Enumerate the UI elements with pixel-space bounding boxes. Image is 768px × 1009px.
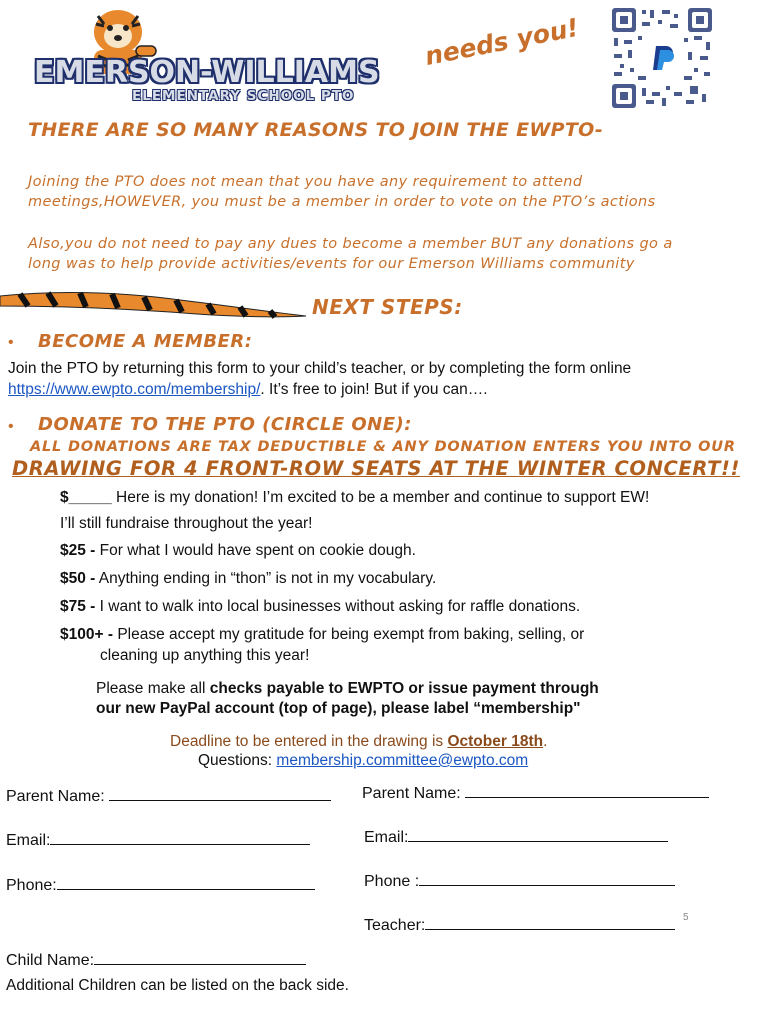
donation-option-75[interactable] <box>60 598 580 616</box>
donation-amount: $50 - <box>60 570 96 587</box>
email-2-field[interactable] <box>364 825 668 847</box>
intro-paragraph-2-line-1: Also,you do not need to pay any dues to become a member BUT any donations go a <box>28 236 673 252</box>
membership-text-line-1: Join the PTO by returning this form to your child’s teacher, or by completing the form online <box>8 360 632 377</box>
child-name-label: Child Name: <box>6 952 95 969</box>
paypal-qr-code-icon[interactable] <box>610 6 714 110</box>
next-steps-title: NEXT STEPS: <box>312 295 463 319</box>
donation-amount: $100+ - <box>60 626 114 643</box>
phone-1-label: Phone: <box>6 877 57 894</box>
questions-label: Questions: <box>198 752 277 769</box>
tiger-stripe-divider-icon <box>0 286 310 326</box>
donation-option-100[interactable] <box>60 626 584 644</box>
parent-name-2-input[interactable] <box>465 781 709 798</box>
donation-option-50[interactable] <box>60 570 436 588</box>
parent-name-1-label: Parent Name: <box>6 788 105 805</box>
deadline-suffix: . <box>543 733 548 750</box>
donation-amount: $75 - <box>60 598 96 615</box>
phone-2-label: Phone : <box>364 873 420 890</box>
drawing-note: DRAWING FOR 4 FRONT-ROW SEATS AT THE WINTER CONCERT!! <box>12 457 740 480</box>
email-2-input[interactable] <box>408 825 668 842</box>
email-1-field[interactable] <box>6 828 310 850</box>
payment-prefix: Please make all <box>96 680 210 697</box>
teacher-label: Teacher: <box>364 917 426 934</box>
donation-amount: $25 - <box>60 542 96 559</box>
tax-deductible-note: ALL DONATIONS ARE TAX DEDUCTIBLE & ANY DONATION ENTERS YOU INTO OUR <box>30 439 736 455</box>
child-name-input[interactable] <box>94 948 306 965</box>
step-become-member-title: BECOME A MEMBER: <box>38 331 253 352</box>
donation-text: Please accept my gratitude for being exempt from baking, selling, or <box>113 626 585 643</box>
phone-2-input[interactable] <box>419 869 675 886</box>
bullet-1: • <box>8 334 14 351</box>
parent-name-2-field[interactable] <box>362 781 709 803</box>
intro-paragraph-2-line-2: long was to help provide activities/events for our Emerson Williams community <box>28 256 635 272</box>
deadline-date: October 18th <box>447 733 544 750</box>
intro-paragraph-1-line-1: Joining the PTO does not mean that you have any requirement to attend <box>28 174 583 190</box>
questions-email-link[interactable]: membership.committee@ewpto.com <box>276 752 529 769</box>
phone-1-input[interactable] <box>57 873 315 890</box>
child-name-field[interactable] <box>6 948 306 970</box>
phone-1-field[interactable] <box>6 873 315 895</box>
parent-name-1-field[interactable] <box>6 784 331 806</box>
payment-bold-line-2: our new PayPal account (top of page), please label “membership" <box>96 700 581 717</box>
bullet-2: • <box>8 418 14 435</box>
teacher-field[interactable] <box>364 913 675 935</box>
parent-name-2-label: Parent Name: <box>362 785 461 802</box>
intro-headline: THERE ARE SO MANY REASONS TO JOIN THE EWPTO- <box>28 119 604 141</box>
donation-text-custom: Here is my donation! I’m excited to be a member and continue to support EW! <box>111 489 650 506</box>
membership-link[interactable]: https://www.ewpto.com/membership/ <box>8 381 261 398</box>
donation-custom-line-2: I’ll still fundraise throughout the year! <box>60 515 313 532</box>
deadline-prefix: Deadline to be entered in the drawing is <box>170 733 448 750</box>
email-1-input[interactable] <box>50 828 310 845</box>
parent-name-1-input[interactable] <box>109 784 331 801</box>
page-number: 5 <box>683 912 689 923</box>
donation-text: For what I would have spent on cookie dough. <box>95 542 416 559</box>
donation-text: I want to walk into local businesses without asking for raffle donations. <box>95 598 581 615</box>
donation-option-100-line-2: cleaning up anything this year! <box>100 647 310 664</box>
deadline-line <box>170 733 547 751</box>
donation-option-25[interactable] <box>60 542 416 560</box>
step-become-member-text <box>8 358 758 400</box>
school-name: EMERSON-WILLIAMS <box>34 55 380 90</box>
donation-text: Anything ending in “thon” is not in my vocabulary. <box>95 570 437 587</box>
payment-instructions <box>96 679 599 719</box>
membership-text-after-link: . It’s free to join! But if you can…. <box>260 381 488 398</box>
school-subtitle: ELEMENTARY SCHOOL PTO <box>132 88 355 104</box>
payment-bold-line-1: checks payable to EWPTO or issue payment through <box>209 680 599 697</box>
tagline: needs you! <box>422 12 581 71</box>
additional-children-note: Additional Children can be listed on the back side. <box>6 977 349 994</box>
logo <box>34 6 426 106</box>
phone-2-field[interactable] <box>364 869 675 891</box>
step-donate-title: DONATE TO THE PTO (CIRCLE ONE): <box>38 414 412 435</box>
email-1-label: Email: <box>6 832 51 849</box>
intro-paragraph-1-line-2: meetings,HOWEVER, you must be a member in order to vote on the PTO’s actions <box>28 194 656 210</box>
donation-amount-custom: $_____ <box>60 489 112 506</box>
email-2-label: Email: <box>364 829 409 846</box>
teacher-input[interactable] <box>425 913 675 930</box>
donation-option-custom[interactable] <box>60 489 649 507</box>
questions-line <box>198 752 528 770</box>
